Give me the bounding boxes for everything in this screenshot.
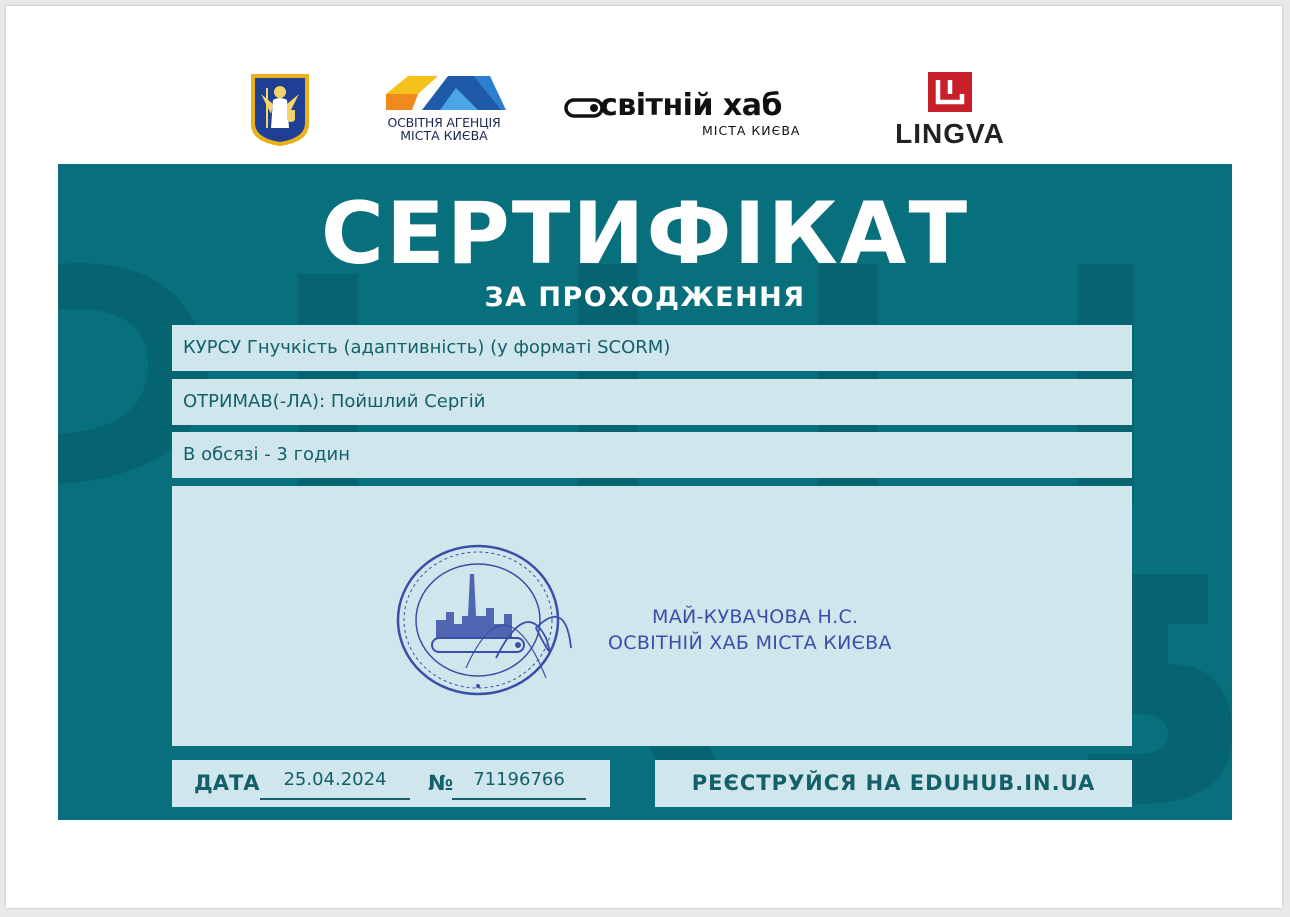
certificate-panel [58,164,1232,820]
agency-name-line2: МІСТА КИЄВА [400,128,488,143]
date-number-box [172,760,610,807]
date-value: 25.04.2024 [260,760,410,800]
course-field: КУРСУ Гнучкість (адаптивність) (у форматі SCORM) [172,325,1132,371]
certificate-number: 71196766 [452,760,586,800]
date-label: ДАТА [194,771,260,795]
logo-strip [6,66,1282,158]
hours-field: В обсязі - 3 годин [172,432,1132,478]
hub-name: світній хаб [600,88,782,123]
hub-city: МІСТА КИЄВА [702,123,801,138]
signature-area [172,486,1132,746]
official-stamp-image [396,538,576,698]
certificate-subtitle: ЗА ПРОХОДЖЕННЯ [484,282,806,313]
agency-name-line1: ОСВІТНЯ АГЕНЦІЯ [387,115,501,130]
register-banner: РЕЄСТРУЙСЯ НА EDUHUB.IN.UA [655,760,1132,807]
education-agency-logo [378,70,510,150]
signer-organization: ОСВІТНІЙ ХАБ МІСТА КИЄВА [608,632,892,654]
recipient-field: ОТРИМАВ(-ЛА): Пойшлий Сергій [172,379,1132,425]
signer-block [608,604,892,656]
osvitniy-hub-logo [564,88,844,144]
certificate-page [6,6,1282,908]
number-label: № [428,771,454,795]
signer-name: МАЙ-КУВАЧОВА Н.С. [652,606,859,628]
certificate-title: СЕРТИФІКАТ [320,184,970,284]
kyiv-coat-of-arms-logo [249,72,311,148]
lingva-wordmark: LINGVA [895,118,1005,149]
lingva-logo [888,66,1018,152]
